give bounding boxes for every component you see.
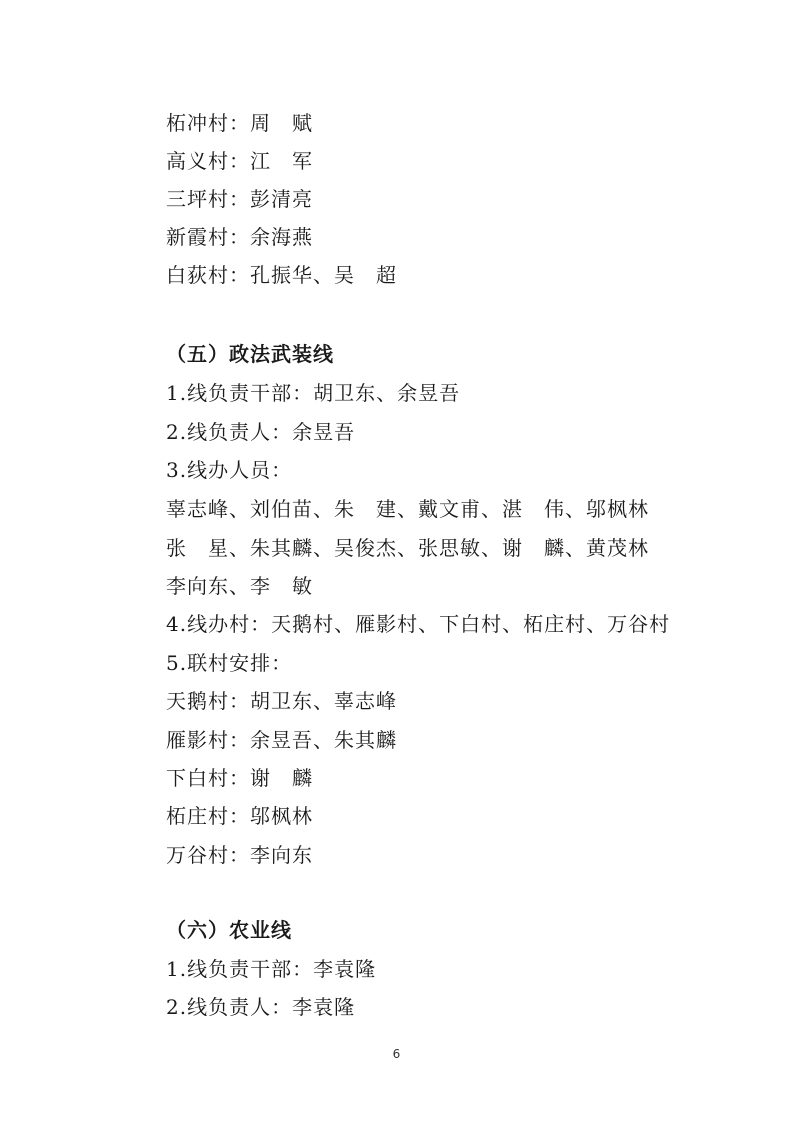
village-assignment: 新霞村：余海燕 <box>166 225 313 249</box>
leader-line: 2.线负责人：李袁隆 <box>166 995 356 1019</box>
section-heading-6: （六）农业线 <box>166 918 292 942</box>
section-heading-5: （五）政法武装线 <box>166 342 334 366</box>
staff-names-line: 辜志峰、刘伯苗、朱 建、戴文甫、湛 伟、邬枫林 <box>166 497 649 521</box>
page-number: 6 <box>392 1047 401 1061</box>
arrangement-label: 5.联村安排： <box>166 651 293 675</box>
village-arrangement: 天鹅村：胡卫东、辜志峰 <box>166 689 397 713</box>
staff-names-line: 张 星、朱其麟、吴俊杰、张思敏、谢 麟、黄茂林 <box>166 536 649 560</box>
village-arrangement: 雁影村：余昱吾、朱其麟 <box>166 728 397 752</box>
leader-cadre-line: 1.线负责干部：李袁隆 <box>166 957 377 981</box>
village-arrangement: 万谷村：李向东 <box>166 843 313 867</box>
leader-cadre-line: 1.线负责干部：胡卫东、余昱吾 <box>166 381 461 405</box>
leader-line: 2.线负责人：余昱吾 <box>166 420 356 444</box>
village-assignment: 三坪村：彭清亮 <box>166 187 313 211</box>
village-assignment: 白荻村：孔振华、吴 超 <box>166 263 397 287</box>
staff-names-line: 李向东、李 敏 <box>166 574 313 598</box>
village-arrangement: 柘庄村：邬枫林 <box>166 804 313 828</box>
office-villages-line: 4.线办村：天鹅村、雁影村、下白村、柘庄村、万谷村 <box>166 612 671 636</box>
village-assignment: 柘冲村：周 赋 <box>166 111 313 135</box>
staff-label: 3.线办人员： <box>166 458 293 482</box>
village-assignment: 高义村：江 军 <box>166 149 313 173</box>
village-arrangement: 下白村：谢 麟 <box>166 766 313 790</box>
